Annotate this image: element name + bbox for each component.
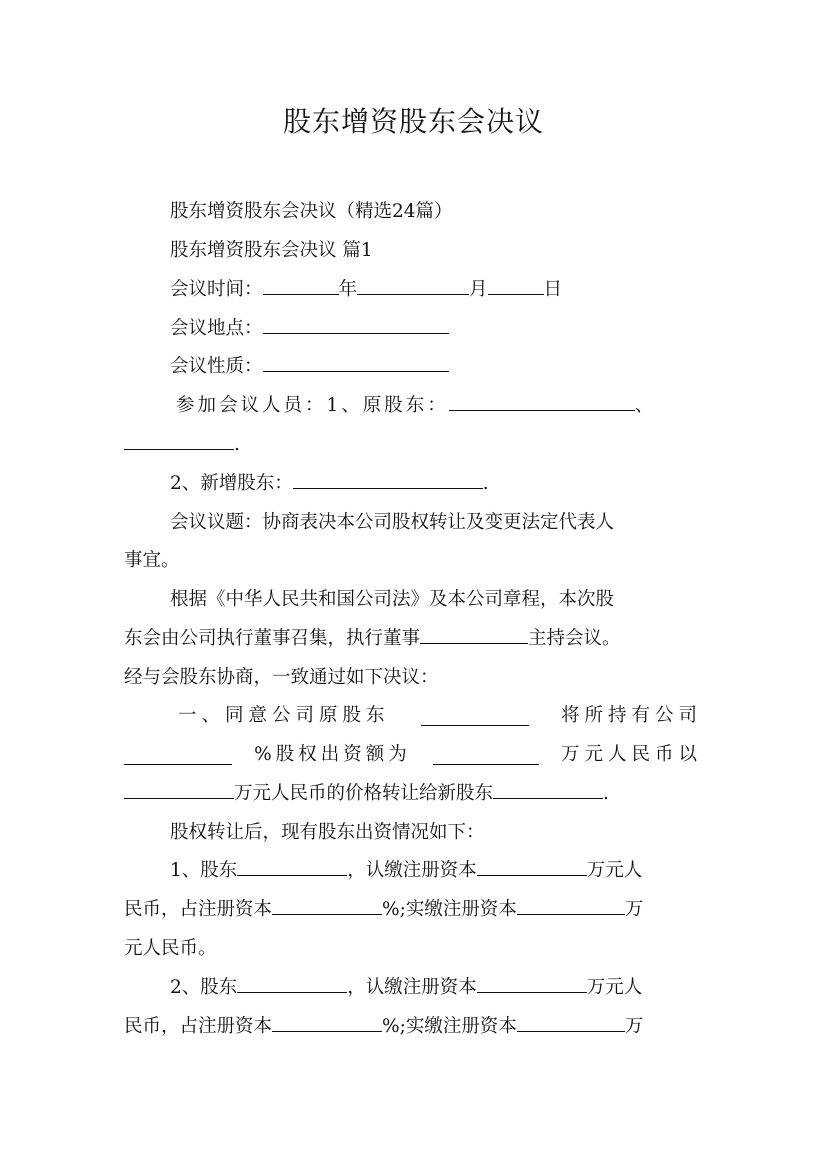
shareholder-1-line-2: 民币，占注册资本 %;实缴注册资本 万	[124, 899, 644, 920]
shareholder-2-line-2: 民币，占注册资本 %;实缴注册资本 万	[124, 1016, 644, 1037]
attendees-line-2: .	[124, 436, 704, 455]
attendees-line: 参加会议人员：1、原股东： 、	[176, 395, 654, 416]
nature-blank	[263, 370, 449, 372]
shareholder-1-line-3: 元人民币。	[124, 938, 217, 959]
section-heading: 股东增资股东会决议 篇1	[170, 240, 373, 261]
shareholder-1-line: 1、股东 ，认缴注册资本 万元人	[170, 860, 643, 881]
meeting-place-line: 会议地点：	[170, 320, 750, 339]
resolution-1-line-2: %股权出资额为 万元人民币以	[124, 746, 702, 765]
basis-line-3: 经与会股东协商，一致通过如下决议：	[124, 667, 439, 688]
document-title: 股东增资股东会决议	[282, 105, 544, 138]
basis-line: 根据《中华人民共和国公司法》及本公司章程，本次股	[170, 589, 615, 610]
after-transfer-line: 股权转让后，现有股东出资情况如下：	[170, 822, 485, 843]
year-blank	[263, 293, 339, 295]
place-blank	[263, 332, 449, 334]
shareholder-2-line: 2、股东 ，认缴注册资本 万元人	[170, 977, 643, 998]
meeting-nature-line: 会议性质：	[170, 358, 750, 377]
meeting-time-line: 会议时间： 年 月 日	[170, 279, 563, 300]
month-blank	[357, 293, 469, 295]
basis-line-2: 东会由公司执行董事召集，执行董事 主持会议。	[124, 628, 621, 649]
topic-line: 会议议题：协商表决本公司股权转让及变更法定代表人	[170, 512, 615, 533]
resolution-1-line: 一、同意公司原股东 将所持有公司	[178, 705, 702, 726]
day-blank	[488, 293, 544, 295]
resolution-1-line-3: 万元人民币的价格转让给新股东 .	[124, 785, 704, 804]
new-shareholder-line: 2、新增股东： .	[170, 473, 489, 494]
subtitle: 股东增资股东会决议（精选24篇）	[170, 201, 453, 222]
original-shareholder-blank	[449, 409, 635, 411]
topic-line-2: 事宜。	[124, 550, 180, 571]
